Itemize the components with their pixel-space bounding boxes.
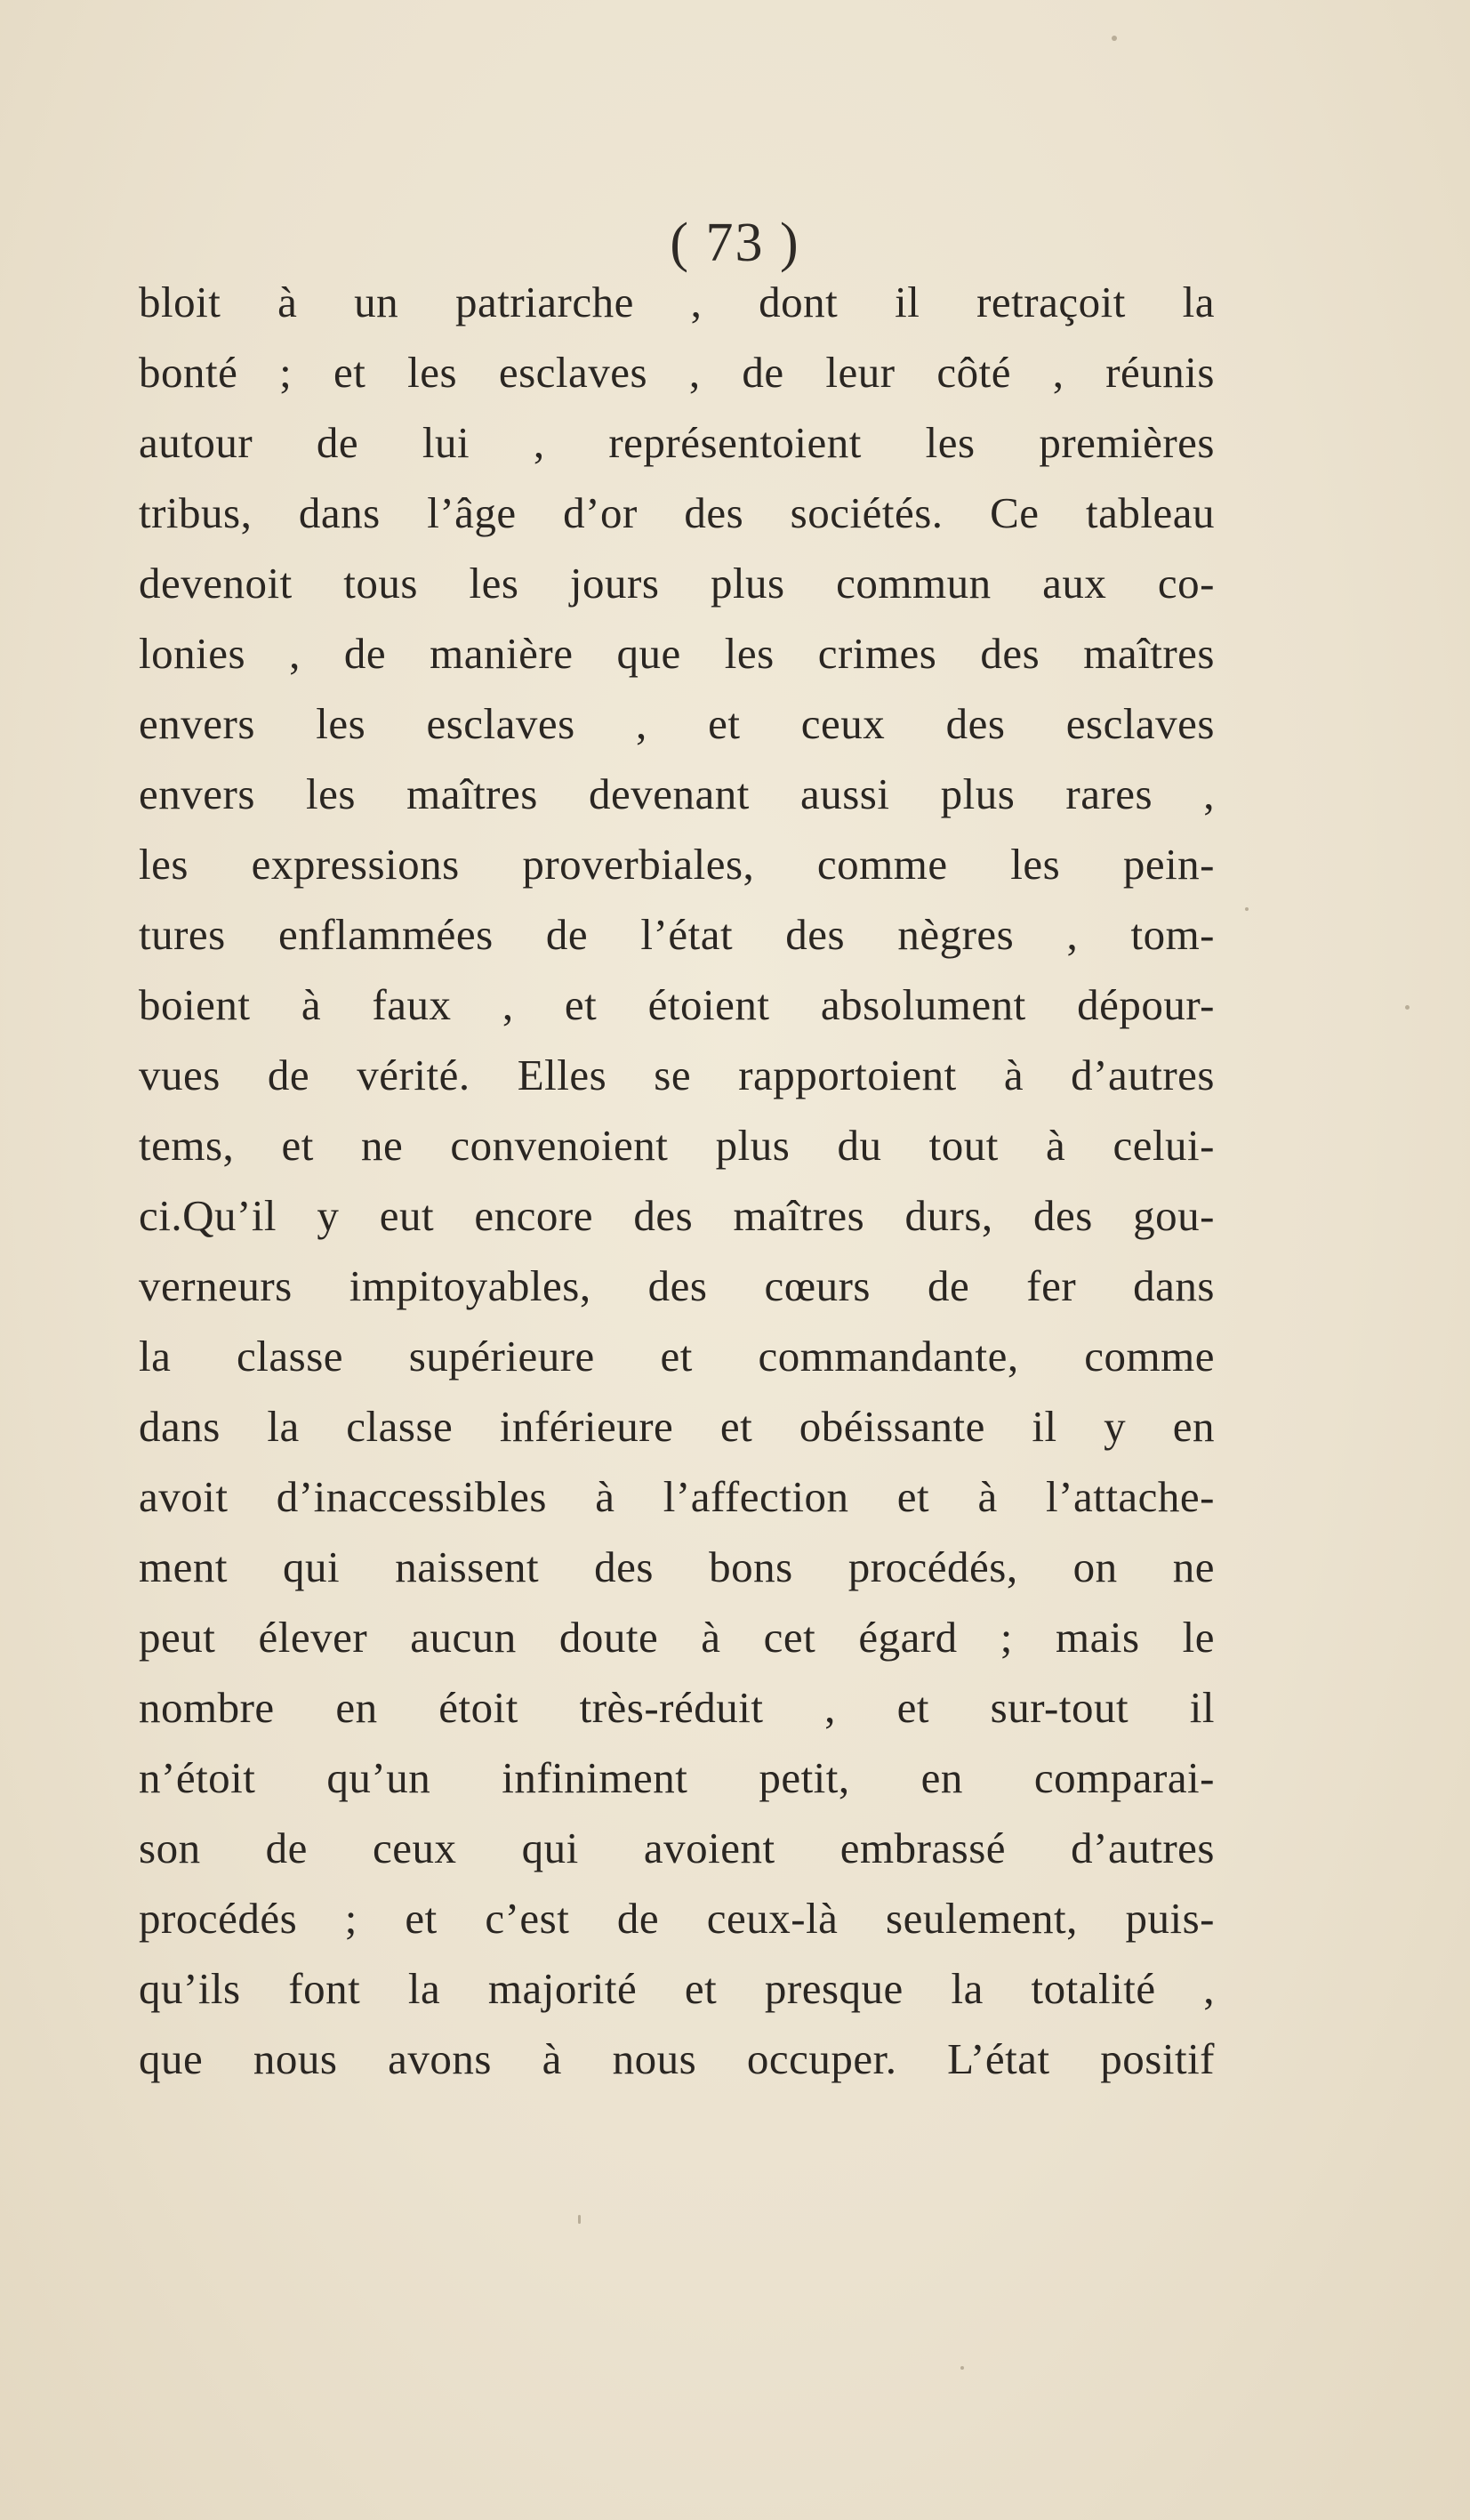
text-line: peut élever aucun doute à cet égard ; mais le — [139, 1613, 1215, 1662]
text-line: tems, et ne convenoient plus du tout à celui- — [139, 1121, 1215, 1170]
paper-speck — [1112, 36, 1117, 41]
text-line: dans la classe inférieure et obéissante il y en — [139, 1402, 1215, 1451]
paper-speck — [578, 2215, 581, 2224]
text-line: tribus, dans l’âge d’or des sociétés. Ce tableau — [139, 488, 1215, 537]
paper-speck — [1245, 907, 1249, 911]
text-line: envers les esclaves , et ceux des esclaves — [139, 699, 1215, 748]
text-line: qu’ils font la majorité et presque la totalité , — [139, 1964, 1215, 2013]
text-line: son de ceux qui avoient embrassé d’autres — [139, 1824, 1215, 1872]
text-line: procédés ; et c’est de ceux-là seulement, puis- — [139, 1894, 1215, 1943]
page-number: ( 73 ) — [670, 213, 800, 273]
text-line: verneurs impitoyables, des cœurs de fer dans — [139, 1261, 1215, 1310]
text-line: avoit d’inaccessibles à l’affection et à l’attache- — [139, 1472, 1215, 1521]
text-line: ment qui naissent des bons procédés, on ne — [139, 1542, 1215, 1591]
text-line: tures enflammées de l’état des nègres , tom- — [139, 910, 1215, 959]
text-line: bloit à un patriarche , dont il retraçoit la — [139, 278, 1215, 326]
text-line: boient à faux , et étoient absolument dépour- — [139, 980, 1215, 1029]
text-line: la classe supérieure et commandante, comme — [139, 1332, 1215, 1381]
text-line: les expressions proverbiales, comme les pein- — [139, 840, 1215, 889]
text-line: nombre en étoit très-réduit , et sur-tout il — [139, 1683, 1215, 1732]
text-line: vues de vérité. Elles se rapportoient à d’autres — [139, 1051, 1215, 1099]
text-line: n’étoit qu’un infiniment petit, en comparai- — [139, 1753, 1215, 1802]
text-line: devenoit tous les jours plus commun aux co- — [139, 559, 1215, 608]
text-line: que nous avons à nous occuper. L’état positif — [139, 2034, 1215, 2083]
text-line: autour de lui , représentoient les premières — [139, 418, 1215, 467]
text-line: ci.Qu’il y eut encore des maîtres durs, des gou- — [139, 1191, 1215, 1240]
text-line: envers les maîtres devenant aussi plus rares , — [139, 769, 1215, 818]
text-line: bonté ; et les esclaves , de leur côté , réunis — [139, 348, 1215, 397]
body-text — [139, 267, 1215, 2094]
paper-speck — [1405, 1005, 1410, 1010]
text-line: lonies , de manière que les crimes des maîtres — [139, 629, 1215, 678]
paper-speck — [960, 2366, 964, 2370]
